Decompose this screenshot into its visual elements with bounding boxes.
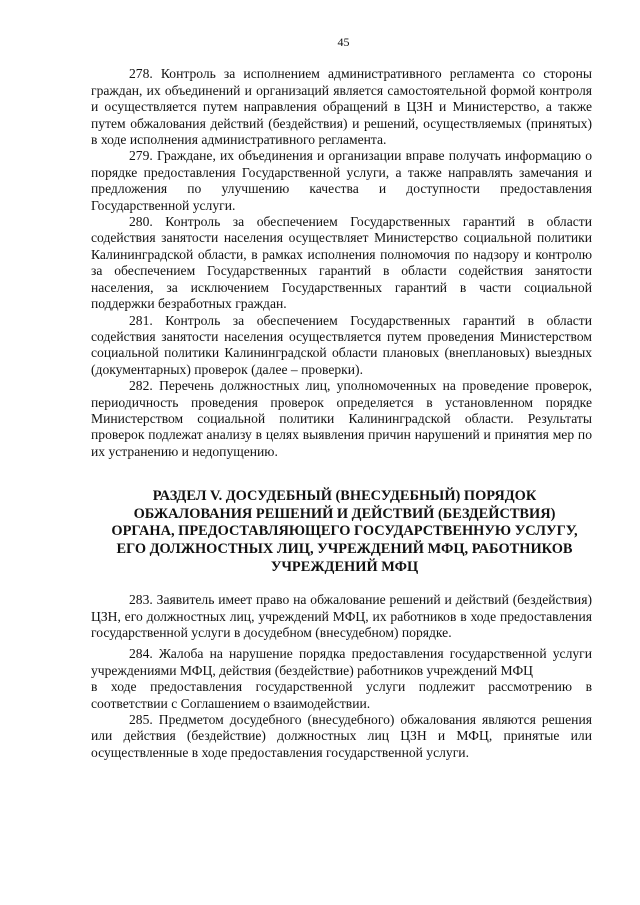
section-heading (91, 488, 592, 576)
paragraph-279: 279. Граждане, их объединения и организации вправе получать информацию о порядке предоставления Государственной услуги, а также направлять замечания и предложения по улучшению качества и доступности предоставления Государственной услуги. (91, 148, 592, 213)
paragraph-283: 283. Заявитель имеет право на обжалование решений и действий (бездействия) ЦЗН, его должностных лиц, учреждений МФЦ, их работников в ходе предоставления государственной услуги в досудебном (внесудебном) порядке. (91, 592, 592, 640)
section-heading-line: ОБЖАЛОВАНИЯ РЕШЕНИЙ И ДЕЙСТВИЙ (БЕЗДЕЙСТВИЯ) (133, 505, 556, 522)
page-number: 45 (337, 35, 350, 49)
paragraph-284-continuation: в ходе предоставления государственной услуги подлежит рассмотрению в соответствии с Соглашением о взаимодействии. (91, 679, 592, 711)
section-heading-line: ЕГО ДОЛЖНОСТНЫХ ЛИЦ, УЧРЕЖДЕНИЙ МФЦ, РАБОТНИКОВ (116, 540, 573, 557)
paragraph-285: 285. Предметом досудебного (внесудебного) обжалования являются решения или действия (бездействие) должностных лиц ЦЗН и МФЦ, принятые или осуществленные в ходе предоставления государственной услуги. (91, 711, 592, 760)
paragraph-282: 282. Перечень должностных лиц, уполномоченных на проведение проверок, периодичность проведения проверок определяется в установленном порядке Министерством социальной политики Калининградской области. Результаты проверок подлежат анализу в целях выявления причин нарушений и принятия мер по их устранению и недопущению. (91, 378, 592, 459)
paragraph-281: 281. Контроль за обеспечением Государственных гарантий в области содействия занятости населения осуществляется путем проведения Министерством социальной политики Калининградской области плановых (внеплановых) выездных (документарных) проверок (далее – проверки). (91, 312, 592, 377)
paragraph-278: 278. Контроль за исполнением административного регламента со стороны граждан, их объединений и организаций является самостоятельной формой контроля и осуществляется путем направления обращений в ЦЗН и Министерство, а также путем обжалования действий (бездействия) и решений, осуществляемых (принятых) в ходе исполнения административного регламента. (91, 66, 592, 148)
section-heading-line: ОРГАНА, ПРЕДОСТАВЛЯЮЩЕГО ГОСУДАРСТВЕННУЮ УСЛУГУ, (111, 523, 578, 540)
paragraph-280: 280. Контроль за обеспечением Государственных гарантий в области содействия занятости населения осуществляет Министерство социальной политики Калининградской области, в рамках исполнения полномочия по надзору и контролю за обеспечением Государственных гарантий в области содействия занятости населения, за исключением Государственных гарантий в части социальной поддержки безработных граждан. (91, 214, 592, 312)
section-heading-line: РАЗДЕЛ V. ДОСУДЕБНЫЙ (ВНЕСУДЕБНЫЙ) ПОРЯДОК (152, 488, 537, 505)
paragraph-284: 284. Жалоба на нарушение порядка предоставления государственной услуги учреждениями МФЦ, действия (бездействие) работников учреждений МФЦ (91, 646, 592, 678)
section-heading-line: УЧРЕЖДЕНИЙ МФЦ (270, 558, 419, 575)
